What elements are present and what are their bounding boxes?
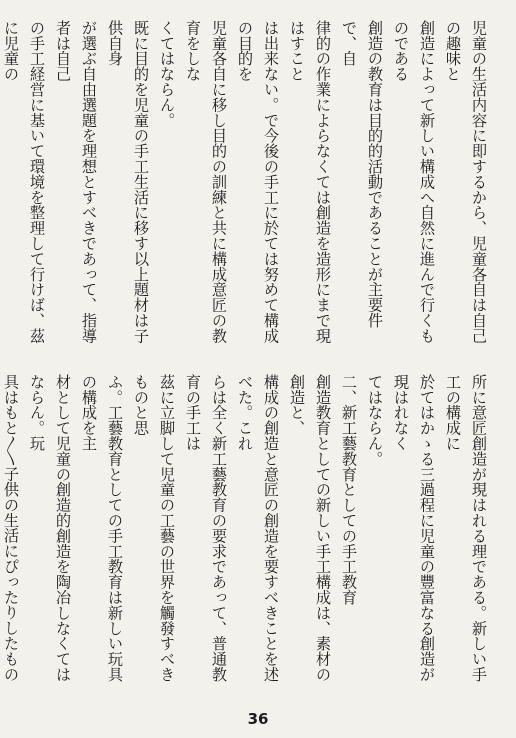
upper-text-column: 児童の生活内容に即するから、児童各自は自己の趣味と 創造によって新しい構成へ自然に進んで行くものである 創造の教育は目的的活動であることが主要件で、自 律的の作業によらなくては創造を造形にまで現はすこと は出来ない。で今後の手工に於ては努めて構成の目的を 児童各自に移し目的の訓練と共に構成意匠の教育をしな くてはならん。 既に目的を児童の手工生活に移す以上題材は子供自身 が選ぶ自由選題を理想とすべきであって、指導者は自己 の手工経営に基いて環境を整理して行けば、茲に児童の <box>2 20 488 344</box>
page-number: 36 <box>247 710 269 728</box>
lower-text-column: 所に意匠創造が現はれる理である。新しい手工の構成に 於てはかゝる三過程に児童の豐富なる創造が現はれなく てはならん。 二、新工藝教育としての手工教育 創造教育としての新しい手工構成は、素材の創造と、 構成の創造と意匠の創造を要すべきことを述べた。これ らは全く新工藝教育の要求であって、普通教育の手工は 茲に立脚して児童の工藝の世界を觸發すべきものと思 ふ。工藝教育としての手工教育は新しい玩具の構成を主 材として児童の創造的創造を陶冶しなくてはならん。玩 具はもと〳〵子供の生活にぴったりしたもの <box>2 374 488 682</box>
